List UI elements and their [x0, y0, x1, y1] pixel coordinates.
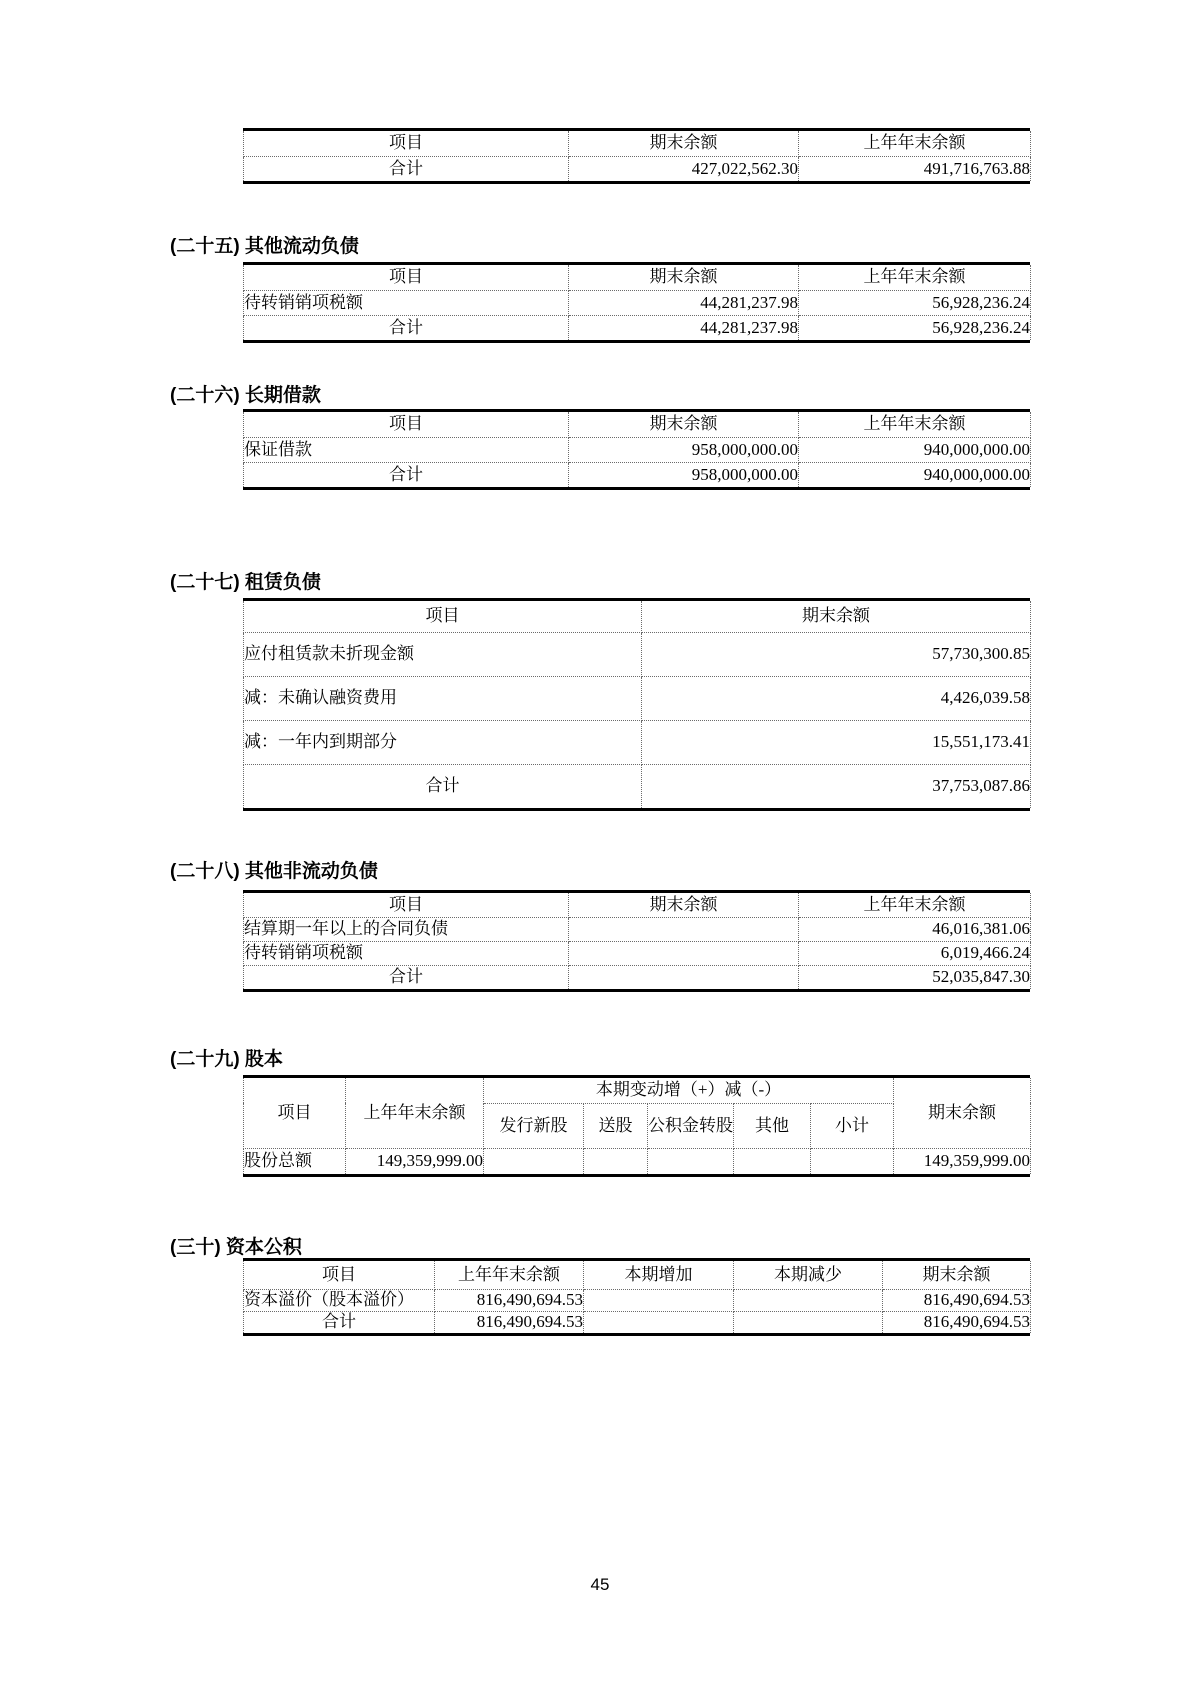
col-header-ending-balance: 期末余额: [642, 601, 1031, 632]
cell-item: 资本溢价（股本溢价）: [244, 1289, 435, 1311]
table-share-capital: [243, 1075, 1030, 1177]
table-row: [244, 290, 1031, 315]
cell-current-decrease: [734, 1289, 883, 1311]
total-row: [244, 764, 1031, 808]
col-header-new-share-issue: 发行新股: [484, 1103, 584, 1148]
col-header-item: 项目: [244, 893, 569, 917]
table-header-row: [244, 601, 1031, 632]
cell-bonus-shares: [584, 1148, 648, 1174]
col-header-ending-balance: 期末余额: [569, 131, 799, 156]
total-label: 合计: [244, 462, 569, 487]
table-row: [244, 941, 1031, 965]
total-label: 合计: [244, 965, 569, 989]
cell-reserve-to-shares: [648, 1148, 734, 1174]
col-header-change-group: 本期变动增（+）减（-）: [484, 1078, 894, 1103]
cell-ending-balance: 816,490,694.53: [883, 1311, 1031, 1333]
cell-prior-year-balance: 6,019,466.24: [799, 941, 1031, 965]
total-row: [244, 156, 1031, 181]
cell-item: 结算期一年以上的合同负债: [244, 917, 569, 941]
cell-item: 减：未确认融资费用: [244, 676, 642, 720]
cell-current-decrease: [734, 1311, 883, 1333]
cell-current-increase: [584, 1311, 734, 1333]
table-row: [244, 1148, 1031, 1174]
col-header-item: 项目: [244, 131, 569, 156]
table-continuation-total: [243, 128, 1030, 184]
col-header-item: 项目: [244, 1261, 435, 1289]
table-header-row: [244, 1261, 1031, 1289]
cell-ending-balance: 958,000,000.00: [569, 437, 799, 462]
cell-new-share-issue: [484, 1148, 584, 1174]
col-header-current-increase: 本期增加: [584, 1261, 734, 1289]
col-header-prior-year-balance: 上年年末余额: [799, 412, 1031, 437]
table-capital-reserve: [243, 1258, 1030, 1336]
cell-ending-balance: [569, 917, 799, 941]
total-row: [244, 462, 1031, 487]
col-header-reserve-to-shares: 公积金转股: [648, 1103, 734, 1148]
cell-ending-balance: 816,490,694.53: [883, 1289, 1031, 1311]
col-header-subtotal: 小计: [811, 1103, 894, 1148]
cell-ending-balance: 37,753,087.86: [642, 764, 1031, 808]
total-label: 合计: [244, 764, 642, 808]
cell-item: 保证借款: [244, 437, 569, 462]
col-header-item: 项目: [244, 412, 569, 437]
table-header-row: [244, 893, 1031, 917]
cell-prior-year-balance: 46,016,381.06: [799, 917, 1031, 941]
cell-prior-year-balance: 52,035,847.30: [799, 965, 1031, 989]
cell-item: 待转销销项税额: [244, 941, 569, 965]
table-row: [244, 1289, 1031, 1311]
section-heading-share-capital: (二十九) 股本: [170, 1049, 283, 1070]
col-header-prior-year-balance: 上年年末余额: [799, 265, 1031, 290]
total-label: 合计: [244, 156, 569, 181]
col-header-prior-year-balance: 上年年末余额: [799, 131, 1031, 156]
col-header-prior-year-balance: 上年年末余额: [799, 893, 1031, 917]
cell-ending-balance: 4,426,039.58: [642, 676, 1031, 720]
section-heading-other-current-liabilities: (二十五) 其他流动负债: [170, 236, 359, 257]
table-lease-liabilities: [243, 598, 1030, 811]
table-header-row: [244, 265, 1031, 290]
table-row: [244, 437, 1031, 462]
cell-prior-year-balance: 816,490,694.53: [435, 1289, 584, 1311]
col-header-ending-balance: 期末余额: [569, 265, 799, 290]
cell-ending-balance: 57,730,300.85: [642, 632, 1031, 676]
table-header-row: [244, 131, 1031, 156]
page-number: 45: [590, 1575, 610, 1594]
cell-prior-year-balance: 56,928,236.24: [799, 315, 1031, 340]
table-row: [244, 676, 1031, 720]
cell-ending-balance: 958,000,000.00: [569, 462, 799, 487]
col-header-bonus-shares: 送股: [584, 1103, 648, 1148]
cell-ending-balance: 427,022,562.30: [569, 156, 799, 181]
cell-current-increase: [584, 1289, 734, 1311]
total-row: [244, 965, 1031, 989]
col-header-current-decrease: 本期减少: [734, 1261, 883, 1289]
total-label: 合计: [244, 315, 569, 340]
col-header-other: 其他: [734, 1103, 811, 1148]
col-header-item: 项目: [244, 265, 569, 290]
col-header-prior-year-balance: 上年年末余额: [346, 1078, 484, 1148]
col-header-ending-balance: 期末余额: [569, 893, 799, 917]
table-header-row: [244, 412, 1031, 437]
cell-prior-year-balance: 940,000,000.00: [799, 437, 1031, 462]
cell-prior-year-balance: 56,928,236.24: [799, 290, 1031, 315]
cell-ending-balance: [569, 941, 799, 965]
section-heading-long-term-borrowings: (二十六) 长期借款: [170, 385, 321, 406]
table-row: [244, 720, 1031, 764]
col-header-item: 项目: [244, 1078, 346, 1148]
col-header-ending-balance: 期末余额: [894, 1078, 1031, 1148]
cell-subtotal: [811, 1148, 894, 1174]
cell-ending-balance: 15,551,173.41: [642, 720, 1031, 764]
section-heading-lease-liabilities: (二十七) 租赁负债: [170, 572, 321, 593]
col-header-ending-balance: 期末余额: [883, 1261, 1031, 1289]
cell-prior-year-balance: 491,716,763.88: [799, 156, 1031, 181]
cell-prior-year-balance: 149,359,999.00: [346, 1148, 484, 1174]
table-row: [244, 632, 1031, 676]
table-long-term-borrowings: [243, 409, 1030, 490]
cell-item: 应付租赁款未折现金额: [244, 632, 642, 676]
col-header-item: 项目: [244, 601, 642, 632]
cell-item: 减：一年内到期部分: [244, 720, 642, 764]
cell-ending-balance: [569, 965, 799, 989]
table-header-group-row: [244, 1078, 1031, 1103]
section-heading-other-non-current-liabilities: (二十八) 其他非流动负债: [170, 861, 378, 882]
cell-ending-balance: 149,359,999.00: [894, 1148, 1031, 1174]
total-label: 合计: [244, 1311, 435, 1333]
cell-ending-balance: 44,281,237.98: [569, 290, 799, 315]
cell-item: 股份总额: [244, 1148, 346, 1174]
col-header-ending-balance: 期末余额: [569, 412, 799, 437]
col-header-prior-year-balance: 上年年末余额: [435, 1261, 584, 1289]
cell-prior-year-balance: 940,000,000.00: [799, 462, 1031, 487]
table-other-non-current-liabilities: [243, 890, 1030, 992]
cell-other: [734, 1148, 811, 1174]
cell-ending-balance: 44,281,237.98: [569, 315, 799, 340]
table-other-current-liabilities: [243, 262, 1030, 343]
cell-prior-year-balance: 816,490,694.53: [435, 1311, 584, 1333]
section-heading-capital-reserve: (三十) 资本公积: [170, 1237, 302, 1258]
table-row: [244, 917, 1031, 941]
total-row: [244, 315, 1031, 340]
cell-item: 待转销销项税额: [244, 290, 569, 315]
total-row: [244, 1311, 1031, 1333]
